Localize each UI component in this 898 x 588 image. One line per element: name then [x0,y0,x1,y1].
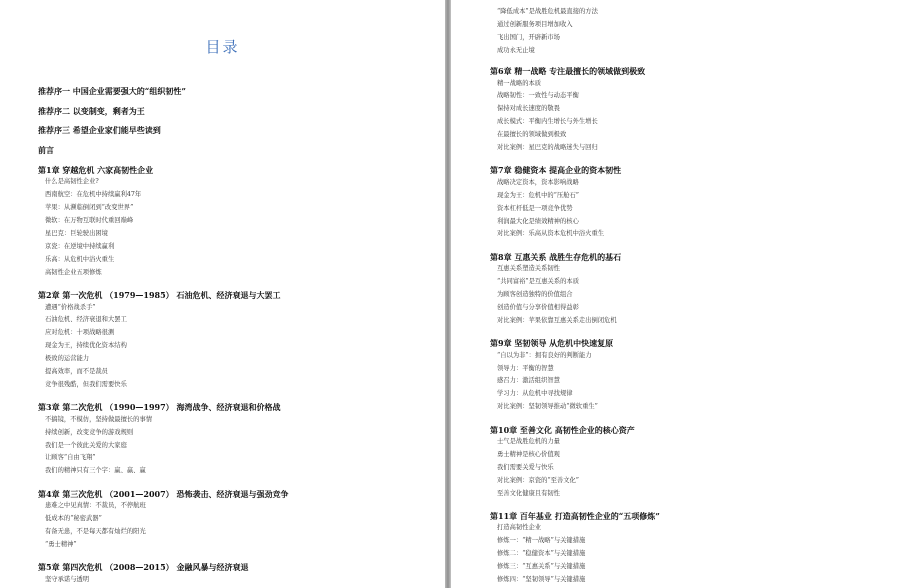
toc-entry[interactable]: 提高效率，而不是裁员 [45,368,108,375]
toc-chapter-heading[interactable]: 第7章 稳健资本 提高企业的资本韧性 [490,165,622,176]
toc-entry[interactable]: 互惠关系塑造关系韧性 [497,265,560,273]
toc-entry[interactable]: 星巴克：巨轮驶出困境 [45,230,108,237]
toc-page-right [451,0,898,588]
toc-entry[interactable]: “自以为非”：拥有良好的判断能力 [497,351,592,359]
toc-chapter-heading[interactable]: 第8章 互惠关系 战胜生存危机的基石 [490,251,622,262]
toc-entry[interactable]: 资本杠杆低是一项竞争优势 [497,204,573,212]
toc-entry[interactable]: 什么是高韧性企业? [45,178,99,186]
toc-entry[interactable]: 成长模式：平衡内生增长与外生增长 [497,118,598,126]
toc-entry[interactable]: 坚守承诺与透明 [45,575,90,583]
toc-entry[interactable]: “降低成本”是战胜危机最直接的方法 [497,8,598,15]
toc-entry[interactable]: 修炼二：“稳健资本”与关键措施 [497,550,586,558]
toc-entry[interactable]: 对比案例：京瓷的“至善文化” [497,476,580,484]
toc-chapter-heading[interactable]: 第3章 第二次危机 （1990—1997） 海湾战争、经济衰退和价格战 [38,402,281,413]
toc-chapter-heading[interactable]: 第10章 至善文化 高韧性企业的核心资产 [490,424,635,435]
toc-entry[interactable]: 不搞镜，不模仿，坚持做最擅长的事情 [45,415,153,423]
toc-entry[interactable]: 微软：在万物互联时代重回巅峰 [45,217,134,225]
toc-chapter-heading[interactable]: 推荐序二 以变制变，剩者为王 [38,105,145,116]
toc-entry[interactable]: 应对危机：十项战略很测 [45,329,115,337]
toc-entry[interactable]: “共同富裕”是互惠关系的本质 [497,278,580,286]
toc-entry[interactable]: 低成本的“秘密武器” [45,515,102,522]
toc-entry[interactable]: 为顾客创造独特的价值组合 [497,291,573,298]
toc-entry[interactable]: 现金为王：危机中的“压舱石” [497,191,580,199]
toc-entry[interactable]: “勇士精神” [45,540,77,548]
toc-entry[interactable]: 西南航空：在危机中持续赢利47年 [45,191,142,199]
toc-entry[interactable]: 对比案例：乐高从资本危机中浴火重生 [497,230,605,238]
toc-entry[interactable]: 对比案例：星巴克的战略迷失与回归 [497,144,598,151]
toc-entry[interactable]: 高韧性企业五项修炼 [45,268,102,276]
toc-entry[interactable]: 飞出国门，开辟新市场 [497,34,560,41]
toc-entry[interactable]: 患难之中见真情：不裁员，不停航班 [45,502,146,510]
toc-entry[interactable]: 成功永无止境 [497,47,535,54]
toc-entry[interactable]: 对比案例：苹果依靠互惠关系走出倒闭危机 [497,316,617,324]
toc-entry[interactable]: 我们的精神只有三个字：赢、赢、赢 [45,467,146,475]
toc-entry[interactable]: 乐高：从危机中浴火重生 [45,255,115,263]
toc-entry[interactable]: 有备无患，不是每天都有灿烂的阳光 [45,527,146,535]
toc-entry[interactable]: 士气是战胜危机的力量 [497,438,560,445]
toc-entry[interactable]: 遭遇“价格战杀手” [45,303,96,311]
toc-entry[interactable]: 我们是一个彼此关爱的大家庭 [45,441,127,449]
toc-chapter-heading[interactable]: 推荐序三 希望企业家们能早些读到 [38,125,161,136]
toc-entry[interactable]: 修炼四：“坚韧领导”与关键措施 [497,576,586,583]
toc-entry[interactable]: 创造价值与分享价值相得益彰 [497,303,579,311]
toc-entry[interactable]: 持续创新，改变竞争的游戏规则 [45,428,134,436]
toc-entry[interactable]: 打造高韧性企业 [497,524,542,532]
toc-chapter-heading[interactable]: 第9章 坚韧领导 从危机中快速复原 [490,338,614,349]
toc-chapter-heading[interactable]: 第11章 百年基业 打造高韧性企业的“五项修炼” [490,510,660,521]
toc-entry[interactable]: 精一战略的本质 [497,79,542,87]
toc-chapter-heading[interactable]: 第6章 精一战略 专注最擅长的领域做到极致 [490,66,646,76]
toc-chapter-heading[interactable]: 推荐序一 中国企业需要强大的“组织韧性” [38,86,186,96]
toc-entry[interactable]: 极致的运营能力 [45,355,90,363]
toc-entry[interactable]: 保持对成长速度的敬畏 [497,105,560,113]
toc-entry[interactable]: 修炼一：“精一战略”与关键措施 [497,537,586,545]
toc-entry[interactable]: 战略韧性：一致性与动态平衡 [497,92,579,100]
toc-chapter-heading[interactable]: 第4章 第三次危机 （2001—2007） 恐怖袭击、经济衰退与强劲竞争 [38,488,289,499]
toc-entry[interactable]: 战略决定资本，资本影响战略 [497,178,579,186]
toc-entry[interactable]: 京瓷：在逆境中持续赢利 [45,242,115,250]
toc-entry[interactable]: 对比案例：坚韧领导推动“微软重生” [497,403,598,411]
toc-chapter-heading[interactable]: 第2章 第一次危机 （1979—1985） 石油危机、经济衰退与大罢工 [38,290,281,300]
toc-entry[interactable]: 让顾客“自由飞翔” [45,454,96,462]
toc-chapter-heading[interactable]: 第1章 穿越危机 六家高韧性企业 [38,164,154,175]
toc-entry[interactable]: 在最擅长的领域做到极致 [497,131,567,139]
toc-entry[interactable]: 竞争很残酷，但我们需要快乐 [45,380,127,388]
toc-entry[interactable]: 石油危机、经济衰退和大罢工 [45,316,127,324]
page-title: 目录 [205,38,240,56]
toc-entry[interactable]: 我们需要关爱与快乐 [497,463,554,471]
toc-entry[interactable]: 感召力：激活组织智慧 [497,377,560,385]
toc-entry[interactable]: 通过创新服务项目增加收入 [497,21,573,28]
toc-page-left [0,0,445,588]
toc-chapter-heading[interactable]: 前言 [38,144,54,155]
toc-entry[interactable]: 修炼三：“互惠关系”与关键措施 [497,563,586,571]
toc-entry[interactable]: 苹果：从濒临倒闭到“改变世界” [45,204,134,212]
toc-entry[interactable]: 至善文化健康且有韧性 [497,489,560,497]
toc-entry[interactable]: 现金为王，持续优化资本结构 [45,342,127,350]
toc-chapter-heading[interactable]: 第5章 第四次危机 （2008—2015） 金融风暴与经济衰退 [38,562,249,573]
toc-entry[interactable]: 学习力：从危机中寻找规律 [497,390,573,398]
toc-entry[interactable]: 领导力：平衡的智慧 [497,364,554,372]
toc-entry[interactable]: 勇士精神是核心价值观 [497,450,560,458]
toc-entry[interactable]: 利润最大化是绩效精神的核心 [497,217,579,225]
